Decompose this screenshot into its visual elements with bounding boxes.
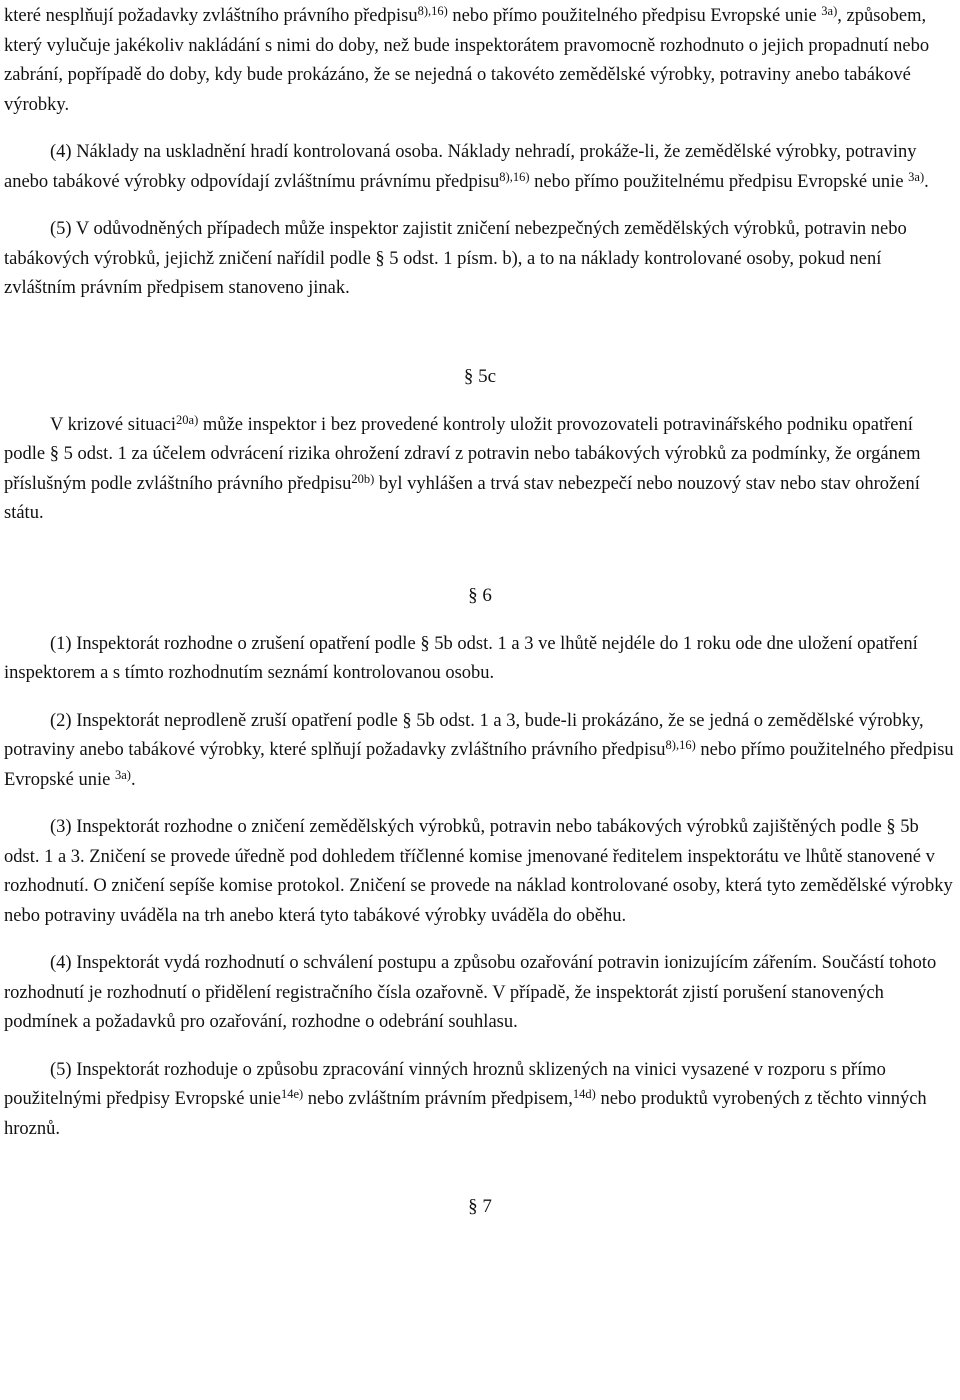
footnote-ref[interactable]: 14d) [572, 1087, 596, 1101]
paragraph-5: (5) V odůvodněných případech může inspektor zajistit zničení nebezpečných zemědělských výrobků, potravin nebo tabákových výrobků, jejichž zničení nařídil podle § 5 odst. 1 písm. b), a to na náklady kontrolované osoby, pokud není zvláštním právním předpisem stanoveno jinak. [4, 219, 907, 298]
footnote-ref[interactable]: 3a) [908, 169, 925, 184]
section-6-paragraph-4: (4) Inspektorát vydá rozhodnutí o schválení postupu a způsobu ozařování potravin ionizujícím zářením. Součástí tohoto rozhodnutí je rozhodnutí o přidělení registračního čísla ozařovně. V případě, že inspektorát zjistí porušení stanovených podmínek a požadavků pro ozařování, rozhodne o odebrání souhlasu. [4, 953, 937, 1032]
section-heading-6: § 6 [468, 584, 492, 606]
text-run: nebo přímo použitelného předpisu Evropské unie [4, 740, 954, 790]
footnote-ref[interactable]: 20a) [176, 412, 199, 427]
text-run: . [924, 171, 929, 192]
section-6-paragraph-2 [4, 707, 956, 796]
text-run: nebo zvláštním právním předpisem, [303, 1089, 573, 1109]
section-5c-text [4, 411, 956, 529]
text-run: nebo přímo použitelného předpisu Evropské unie [447, 6, 817, 26]
footnote-ref[interactable]: 8),16) [499, 169, 530, 184]
section-6-paragraph-5 [4, 1056, 956, 1145]
intro-paragraph [4, 2, 956, 120]
section-6-paragraph-1: (1) Inspektorát rozhodne o zrušení opatření podle § 5b odst. 1 a 3 ve lhůtě nejdéle do 1 roku ode dne uložení opatření inspektorem a s tímto rozhodnutím seznámí kontrolovanou osobu. [4, 633, 918, 683]
text-run: které nesplňují požadavky zvláštního právního předpisu [4, 6, 418, 26]
text-run: . [130, 769, 136, 790]
footnote-ref[interactable]: 8),16) [665, 738, 696, 752]
text-run: byl vyhlášen a trvá stav nebezpečí nebo nouzový stav nebo stav ohrožení státu. [4, 473, 920, 523]
footnote-ref[interactable]: 3a) [821, 4, 838, 18]
section-heading-7: § 7 [468, 1196, 492, 1217]
paragraph-4 [4, 138, 956, 197]
footnote-ref[interactable]: 3a) [114, 767, 131, 782]
text-run: (4) Náklady na uskladnění hradí kontrolovaná osoba. Náklady nehradí, prokáže-li, že zemědělské výrobky, potraviny anebo tabákové výrobky odpovídají zvláštnímu právnímu předpisu [4, 142, 917, 192]
text-run: , způsobem, který vylučuje jakékoliv nakládání s nimi do doby, než bude inspektorátem pravomocně rozhodnuto o jejich propadnutí nebo zabrání, popřípadě do doby, kdy bude prokázáno, že se nejedná o takovéto zemědělské výrobky, potraviny anebo tabákové výrobky. [4, 6, 930, 115]
document-page [4, 0, 956, 1221]
text-run: (5) Inspektorát rozhoduje o způsobu zpracování vinných hroznů sklizených na vinici vysazené v rozporu s přímo použitelnými předpisy Evropské unie [4, 1059, 886, 1109]
text-run: (2) Inspektorát neprodleně zruší opatření podle § 5b odst. 1 a 3, bude-li prokázáno, že se jedná o zemědělské výrobky, potraviny anebo tabákové výrobky, které splňují požadavky zvláštního právního předpisu [4, 710, 924, 760]
section-6-paragraph-3: (3) Inspektorát rozhodne o zničení zemědělských výrobků, potravin nebo tabákových výrobků zajištěných podle § 5b odst. 1 a 3. Zničení se provede úředně pod dohledem tříčlenné komise jmenované ředitelem inspektorátu ve lhůtě stanovené v rozhodnutí. O zničení sepíše komise protokol. Zničení se provede na náklad kontrolované osoby, která tyto zemědělské výrobky nebo potraviny uváděla na trh anebo která tyto tabákové výrobky uváděla do oběhu. [4, 817, 953, 926]
text-run: nebo produktů vyrobených z těchto vinných hroznů. [4, 1089, 927, 1139]
footnote-ref[interactable]: 14e) [280, 1087, 304, 1101]
text-run: V krizové situaci [50, 414, 177, 435]
footnote-ref[interactable]: 20b) [351, 471, 375, 486]
section-heading-5c: § 5c [463, 365, 497, 387]
text-run: může inspektor i bez provedené kontroly uložit provozovateli potravinářského podniku opatření podle § 5 odst. 1 za účelem odvrácení rizika ohrožení zdraví z potravin nebo tabákových výrobků za podmínky, že orgánem příslušným podle zvláštního právního předpisu [4, 414, 921, 494]
footnote-ref[interactable]: 8),16) [417, 4, 448, 18]
text-run: nebo přímo použitelnému předpisu Evropské unie [529, 171, 904, 192]
